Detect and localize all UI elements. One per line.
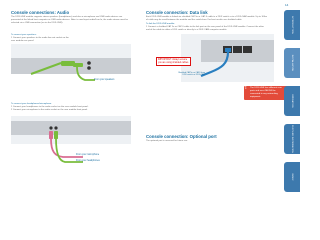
mic-step-2: 2 Connect your microphone to the audio socket on the user module front panel.	[11, 109, 88, 111]
warning-icon: !	[245, 85, 247, 91]
tab-operation[interactable]: OPERATION	[284, 86, 300, 116]
tab-index[interactable]: INDEX	[284, 162, 300, 192]
important-notice: IMPORTANT: Always ensure you are using shielded cables.	[156, 57, 191, 66]
tab-further-information[interactable]: FURTHER INFORMATION	[284, 124, 300, 154]
datalink-step: 1 Connect a shielded CAT 5e or CAT 6 cable to the link port on the rear panel of the DDX-USR module. Connect the other end of the cable to either a DDX switch or directly to a DDX-CAM computer module.	[146, 26, 264, 32]
datalink-heading: Console connection: Data link	[146, 10, 208, 15]
speakers-label: From your speakers	[94, 79, 115, 81]
datalink-subheading: To link the DDX-USR module:	[146, 23, 175, 25]
speakers-heading: To connect your speakers:	[11, 34, 37, 36]
microphone-label: From your microphone	[76, 154, 100, 156]
network-warning-callout: ! The DDX-USR has different user ports and must NEVER be connected to any networking equipment.	[244, 86, 288, 100]
speakers-step: 1 Connect your speakers to the audio line-out socket on the user module rear panel.	[11, 37, 69, 43]
tab-introduction[interactable]: INTRODUCTION	[284, 10, 300, 40]
headphones-connection-illustration	[11, 116, 131, 168]
tab-installation[interactable]: INSTALLATION	[284, 48, 300, 78]
mic-heading: To connect your headphones/microphone:	[11, 103, 52, 105]
optional-port-text: The optional port is reserved for future use.	[146, 140, 188, 142]
optional-port-heading: Console connection: Optional port	[146, 134, 217, 139]
audio-heading: Console connections: Audio	[11, 10, 70, 15]
audio-intro: The DDX-USR module supports stereo speakers (headphones) and also a microphone and USB audio devices are presented at the linked host computer as USB audio devices. Note: to read input audio/Line-In, the audio stream must be selected via a USB connection (or via the DDX-USR).	[11, 16, 128, 25]
cable-label: Shielded CAT5e or CAT6 from DDX switch or DDX-CAM	[178, 72, 206, 76]
headphones-label: From your headphones	[76, 160, 100, 162]
chapter-sidebar	[280, 0, 300, 212]
mic-step-1: 1 Connect your headphones to the audio socket on the user module front panel.	[11, 106, 89, 108]
page-number: 14	[285, 3, 289, 7]
datalink-intro: Each DDX-USR module is linked via shielded CAT 5e or CAT 6 cable to a DDX switch or to a DDX-CAM module. Up to 100m of cable may be used between the module and the switch/cam. For best results use shielded cable.	[146, 16, 267, 22]
